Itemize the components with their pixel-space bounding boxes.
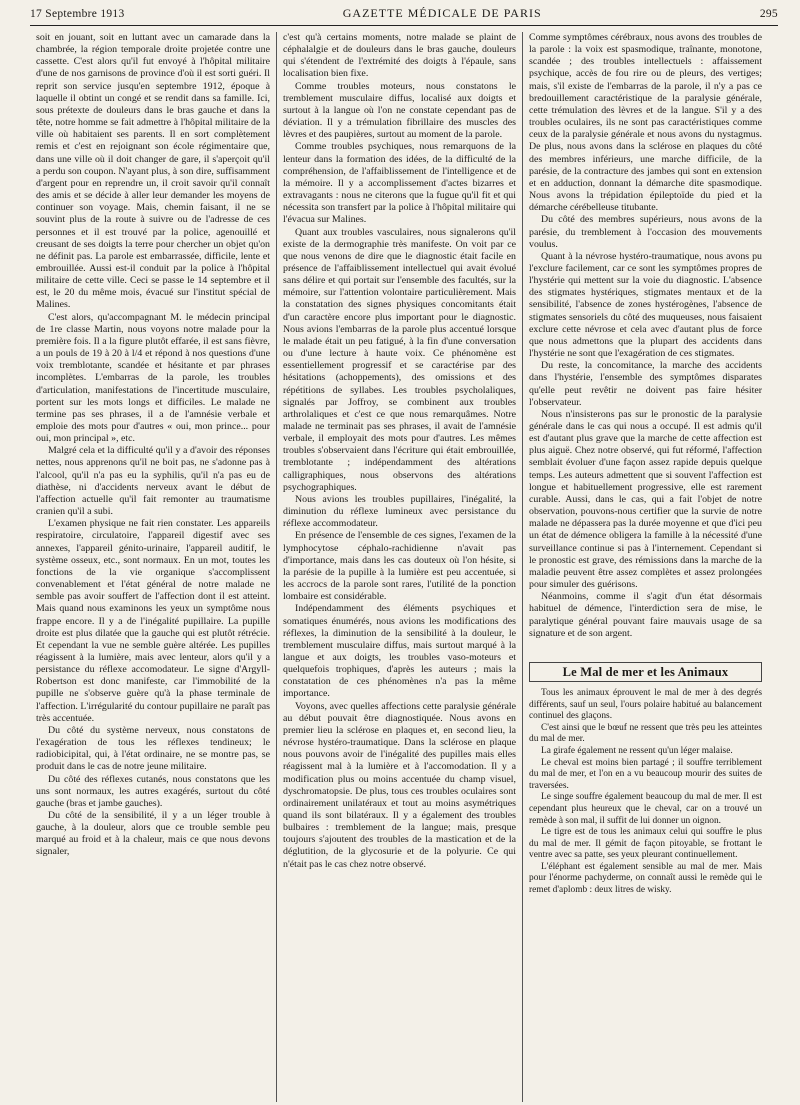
paragraph: L'examen physique ne fait rien constater. Les appareils respiratoire, circulatoire, l'appareil digestif avec ses annexes, l'appareil génito-urinaire, l'appareil auditif, le système osseux, etc., sont normaux. En un mot, toutes les fonctions de la vie organique s'accomplissent convenablement et l'état général de notre malade ne semble pas avoir souffert de l'affection dont il est atteint. Mais quand nous examinons les yeux un symptôme nous frappe encore. Il y a de l'inégalité pupillaire. La pupille droite est plus dilatée que la gauche qui est plutôt rétrécie. Et cependant la vue ne semble guère altérée. Les pupilles réagissent à la lumière, mais avec lenteur, alors qu'il y a persistance du réflexe accomodateur. Le signe d'Argyll-Robertson est donc manifeste, car l'immobilité de la pupille ne s'observe guère qu'à la phase terminale de l'affection. L'irrégularité du contour pupillaire ne paraît pas très accentuée. — [36, 518, 270, 724]
paragraph: Du reste, la concomitance, la marche des accidents dans l'hystérie, l'ensemble des symptômes disparates qu'elle peut revêtir ne doivent pas faire hésiter l'observateur. — [529, 360, 762, 408]
paragraph: En présence de l'ensemble de ces signes, l'examen de la lymphocytose céphalo-rachidienne n'avait pas d'importance, mais dans les cas douteux où l'on hésite, si la parésie de la pupille à la lumière est peu accentuée, si les accrocs de la parole sont rares, l'utilité de la ponction lombaire est considérable. — [283, 530, 516, 603]
column-3 — [522, 32, 768, 1102]
paragraph: Du côté des réflexes cutanés, nous constatons que les uns sont normaux, les autres exagérés, surtout du côté gauche (bras et jambe gauches). — [36, 773, 270, 809]
column-1 — [30, 32, 276, 1102]
paragraph: Indépendamment des éléments psychiques et somatiques énumérés, nous avions les modifications des réflexes, la diminution de la sensibilité à la douleur, le tremblement musculaire diffus, mais surtout marqué à la langue et aux doigts, les troubles vaso-moteurs et quelquefois trophiques, d'après les auteurs ; mais la constatation de ces phénomènes n'a pas la même importance. — [283, 603, 516, 700]
column-2 — [276, 32, 522, 1102]
paragraph: Nous avions les troubles pupillaires, l'inégalité, la diminution du réflexe lumineux avec persistance du réflexe accommodateur. — [283, 493, 516, 530]
paragraph: Quant aux troubles vasculaires, nous signalerons qu'il existe de la dermographie très manifeste. On voit par ce que nous venons de dire que le diagnostic était facile en présence de l'affaiblissement intellectuel qui avait évolué sans délire et qui portait sur l'ensemble des facultés, sur la mémoire, sur l'attention volontaire particulièrement. Mais la constatation des signes physiques concomitants était d'un caractère encore plus important pour le diagnostic. Nous avions l'embarras de la parole plus accentué lorsque le malade était un peu fatigué, à la fin d'une conversation ou d'une lecture à haute voix. Ce phénomène est essentiellement progressif et se caractérise par des hésitations (achoppements), des omissions et des répétitions de syllabes. Les troubles psycholaliques, signalés par Joffroy, se combinent aux troubles arthrolaliques et c'est ce que nous remarquâmes. Notre malade ne terminait pas ses phrases, il avait de l'amnésie verbale, il employait des mots pour d'autres. Les mêmes troubles s'observaient dans l'écriture qui était embrouillée, tremblotante ; indépendamment des altérations calligraphiques, nous observons des altérations psychographiques. — [283, 226, 516, 493]
paragraph: C'est ainsi que le bœuf ne ressent que très peu les atteintes du mal de mer. — [529, 722, 762, 745]
paragraph: Du côté du système nerveux, nous constatons de l'exagération de tous les réflexes tendineux; le radiobicipital, qui, à l'état ordinaire, ne se montre pas, se produit dans le cas de notre jeune militaire. — [36, 724, 270, 773]
paragraph: Du côté de la sensibilité, il y a un léger trouble à gauche, à la douleur, alors que ce trouble semble peu marqué au froid et à la chaleur, mais ce que nous devons signaler, — [36, 810, 270, 858]
paragraph: La girafe également ne ressent qu'un léger malaise. — [541, 745, 733, 756]
header-rule — [30, 25, 778, 26]
paragraph: Le tigre est de tous les animaux celui qui souffre le plus du mal de mer. Il gémit de façon pitoyable, se frottant le ventre avec sa patte, ses yeux pleurant continuellement. — [529, 827, 762, 861]
page-header — [30, 6, 778, 22]
paragraph: Malgré cela et la difficulté qu'il y a d'avoir des réponses nettes, nous apprenons qu'il ne boit pas, ne s'adonne pas à l'alcool, qu'il n'a pas eu la syphilis, qu'il n'a pas eu de diathèse, ni d'accidents nerveux avant le début de l'affection actuelle qu'il fait remonter au traumatisme cranien qu'il a subi. — [36, 445, 270, 518]
paragraph: Comme troubles moteurs, nous constatons le tremblement musculaire diffus, localisé aux doigts et surtout à la langue où l'on ne constate cependant pas de déviation. Il y a trémulation fibrillaire des muscles des lèvres et des paupières, surtout au moment de la parole. — [283, 80, 516, 141]
paragraph: Tous les animaux éprouvent le mal de mer à des degrés différents, sauf un seul, l'ours polaire habitué au balancement continuel des glaçons. — [529, 687, 762, 722]
article-columns — [30, 32, 778, 1102]
paragraph: Le singe souffre également beaucoup du mal de mer. Il est cependant plus heureux que le cheval, car on a trouvé un remède à son mal, il suffit de lui donner un oignon. — [529, 792, 762, 826]
paragraph: Comme troubles psychiques, nous remarquons de la lenteur dans la formation des idées, de la difficulté de la compréhension, de l'affaiblissement de l'intelligence et de la mémoire. Il y a accomplissement d'actes bizarres et extravagants : nous ne citerons que la fugue qu'il fit et qui nécessita son transfert par la police à l'hôpital militaire qui l'évacua sur Malines. — [283, 141, 516, 226]
paragraph: Voyons, avec quelles affections cette paralysie générale au début pouvait être diagnostiquée. Nous avons en premier lieu la sclérose en plaques et, en second lieu, la névrose hystéro-traumatique. Dans la sclérose en plaque nous pouvons avoir de l'inégalité des pupilles mais elles réagissent mal à la lumière et à l'accomodation. Il y a modification plus ou moins accentuée du champ visuel, dyschromatopsie. De plus, tous ces troubles oculaires sont ordinairement unilatéraux et tout au moins asymétriques quand ils sont bilatéraux. Il y a également des troubles bulbaires : tremblement de la langue; mais, presque toujours s'ajoutent des troubles de la mastication et de la déglutition, de la glycosurie et de la polyurie. Ce qui n'était pas le cas chez notre observé. — [283, 700, 516, 870]
paragraph: L'éléphant est également sensible au mal de mer. Mais pour l'énorme pachyderme, on connaît aussi le remède qui le remet d'aplomb : deux litres de wisky. — [529, 861, 762, 896]
paragraph: Néanmoins, comme il s'agit d'un état désormais habituel de démence, l'interdiction sera de mise, le paralytique général pouvant faire mauvais usage de sa signature et de son argent. — [529, 591, 762, 639]
paragraph: soit en jouant, soit en luttant avec un camarade dans la chambrée, la région temporale droite projetée contre une cassette. C'est alors qu'il fut envoyé à l'hôpital militaire d'une de nos garnisons de province d'où il est sorti guéri. Il reprit son service jusqu'en septembre 1912, époque à laquelle il obtint un congé et se rendit dans sa famille. Ici, sous prétexte de douleurs dans le bras gauche et dans la tête, notre homme se fait admettre à l'hôpital militaire de la ville où habitaient ses parents. Il en sort complètement remis et c'est en rejoignant son école régimentaire que, dans une ville où il doit changer de gare, il s'aperçoit qu'il a perdu son coupon. N'ayant plus, à son dire, suffisamment d'argent pour en reprendre un, il croit savoir qu'il connaît des amis et se décide à aller leur demander les moyens de continuer son voyage. Mais, chemin faisant, il ne se souvint plus de la route à suivre ou de l'adresse de ces personnes et il est trouvé par la police, agenouillé et creusant de ses doigts la terre pour chercher un objet qu'on ne définit pas. La parole est embarrassée, difficile, lente et embrouillée. Aussi est-il conduit par la police à l'hôpital militaire de cette ville. Ceci se passe le 14 septembre et il est, le 20 du même mois, évacué sur l'institut spécial de Malines. — [36, 32, 270, 311]
paragraph: Quant à la névrose hystéro-traumatique, nous avons pu l'exclure facilement, car ce sont les symptômes propres de l'hystérie qui mettent sur la voie du diagnostic. L'absence des stigmates hystériques, stigmates mentaux et de la sensibilité, l'absence de zones hystérogènes, l'absence de stigmates sensoriels du côté des muqueuses, nous faisaient exclure cette névrose et cela avec d'autant plus de force que nous admettons que la plupart des accidents dans l'hystérie ne sont que l'exagération de ces stigmates. — [529, 250, 762, 360]
page-number: 295 — [759, 8, 778, 20]
paragraph: c'est qu'à certains moments, notre malade se plaint de céphalalgie et de douleurs dans le bras gauche, douleurs qui s'étendent de l'extrémité des doigts à l'épaule, sans localisation bien fixe. — [283, 32, 516, 80]
sidebar-article-title: Le Mal de mer et les Animaux — [529, 662, 762, 682]
paragraph: C'est alors, qu'accompagnant M. le médecin principal de 1re classe Martin, nous voyons notre malade pour la première fois. Il a la figure plutôt effarée, il est sans fièvre, a un pouls de 19 à 20 à l/4 et répond à nos questions d'une voix tremblotante, scandée et hésitante et par phrases incomplètes. L'embarras de la parole, les troubles d'articulation, manifestations de l'incertitude musculaire, portent sur les mots longs et difficiles. Le malade ne termine pas ses phrases, il a de l'amnésie verbale et emploie des mots pour d'autres « oui, mon prince... pour oui, mon principal », etc. — [36, 311, 270, 445]
paragraph: Nous n'insisterons pas sur le pronostic de la paralysie générale dans le cas qui nous a occupé. Il est admis qu'il est d'autant plus grave que la marche de cette affection est plus aiguë. Chez notre observé, qui fut réformé, l'affection semblait évoluer d'une façon assez rapide depuis quelque temps. Les auteurs admettent que si souvent l'affection est longue et habituellement progressive, elle est rarement curable. Aussi, dans le cas, qui a fait l'objet de notre observation, pouvons-nous certifier que la survie de notre malade ne dépassera pas la durée moyenne et que d'ici peu un état de démence obligera la famille à la nécessité d'une surveillance continue si pas à l'internement. Cependant si le pronostic est grave, des rémissions dans la marche de la maladie peuvent être assez complètes et assez prolongées pour simuler des guérisons. — [529, 408, 762, 591]
journal-title: GAZETTE MÉDICALE DE PARIS — [342, 6, 542, 20]
paragraph: Comme symptômes cérébraux, nous avons des troubles de la parole : la voix est spasmodique, traînante, monotone, scandée ; des troubles intellectuels : affaissement psychique, accès de fou rire ou de pleurs, des vertiges; mais, s'il existe de l'embarras de la parole, il n'y a pas ce bredouillement caractéristique de la paralysie générale, cette trémulation des lèvres et de la langue. S'il y a des troubles oculaires, ils ne sont pas caractéristiques comme ceux de la paralysie générale et nous avons du nystagmus. De plus, nous avons dans la sclérose en plaques du côté des membres inférieurs, une marche difficile, de la parésie, de la contracture des jambes qui sont en extension et en adduction, donnant la démarche dite spasmodique. Nous avons la trépidation épileptoïde du pied et la démarche cérébelleuse titubante. — [529, 32, 762, 214]
paragraph: Du côté des membres supérieurs, nous avons de la parésie, du tremblement à l'occasion des mouvements voulus. — [529, 214, 762, 250]
paragraph: Le cheval est moins bien partagé ; il souffre terriblement du mal de mer, et l'on en a vu beaucoup mourir des suites de traversées. — [529, 757, 762, 791]
sidebar-article-body — [529, 688, 762, 897]
issue-date: 17 Septembre 1913 — [30, 8, 125, 20]
